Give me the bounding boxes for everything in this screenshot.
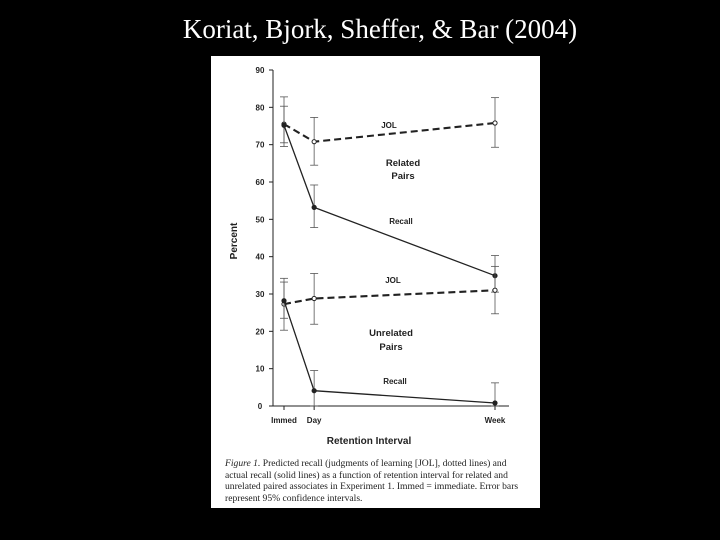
y-tick-label-10: 10 — [255, 364, 265, 374]
annotation-unrelated-group: Unrelated — [369, 328, 413, 339]
data-point-unrelated-recall-1 — [312, 389, 316, 393]
annotation-related-group-2: Pairs — [391, 171, 415, 182]
y-tick-label-60: 60 — [255, 178, 265, 187]
annotation-unrelated-jol: JOL — [385, 276, 401, 285]
caption-text: Predicted recall (judgments of learning [JOL], dotted lines) and actual recall (solid lines) as a function of retention interval for related and unrelated paired associates in Experiment 1. Immed = immediate. Error bars represent 95% confidence intervals. — [225, 458, 519, 504]
x-tick-label-day: Day — [306, 416, 322, 425]
data-point-related-jol-1 — [312, 140, 316, 144]
x-tick-label-week: Week — [484, 416, 506, 425]
y-tick-label-70: 70 — [255, 140, 265, 150]
data-point-unrelated-jol-2 — [493, 288, 497, 292]
data-point-related-recall-1 — [312, 205, 316, 209]
x-axis-label: Retention Interval — [326, 436, 412, 447]
data-point-related-jol-2 — [493, 121, 497, 125]
y-tick-label-90: 90 — [255, 66, 265, 75]
series-line-related-recall — [284, 125, 495, 275]
annotation-related-group: Related — [385, 158, 421, 169]
y-tick-label-30: 30 — [255, 290, 265, 299]
annotation-unrelated-recall: Recall — [383, 377, 407, 386]
slide-title: Koriat, Bjork, Sheffer, & Bar (2004) — [182, 14, 578, 44]
data-point-unrelated-jol-1 — [312, 296, 316, 300]
caption-label: Figure 1. — [225, 458, 261, 469]
annotation-related-recall: Recall — [389, 217, 413, 226]
data-point-unrelated-recall-2 — [493, 401, 497, 405]
y-tick-label-50: 50 — [255, 215, 265, 225]
chart-svg — [211, 56, 540, 456]
y-tick-label-20: 20 — [255, 327, 265, 337]
data-point-related-recall-0 — [282, 123, 286, 127]
x-tick-label-immed: Immed — [271, 416, 297, 425]
figure-caption — [225, 458, 531, 504]
y-tick-label-80: 80 — [255, 103, 265, 113]
annotation-unrelated-group-2: Pairs — [379, 342, 403, 353]
y-tick-label-40: 40 — [255, 252, 265, 262]
figure-panel — [211, 56, 540, 508]
y-tick-label-0: 0 — [257, 402, 263, 411]
y-axis-label: Percent — [229, 222, 240, 260]
data-point-unrelated-recall-0 — [282, 299, 286, 303]
annotation-related-jol: JOL — [381, 121, 397, 130]
